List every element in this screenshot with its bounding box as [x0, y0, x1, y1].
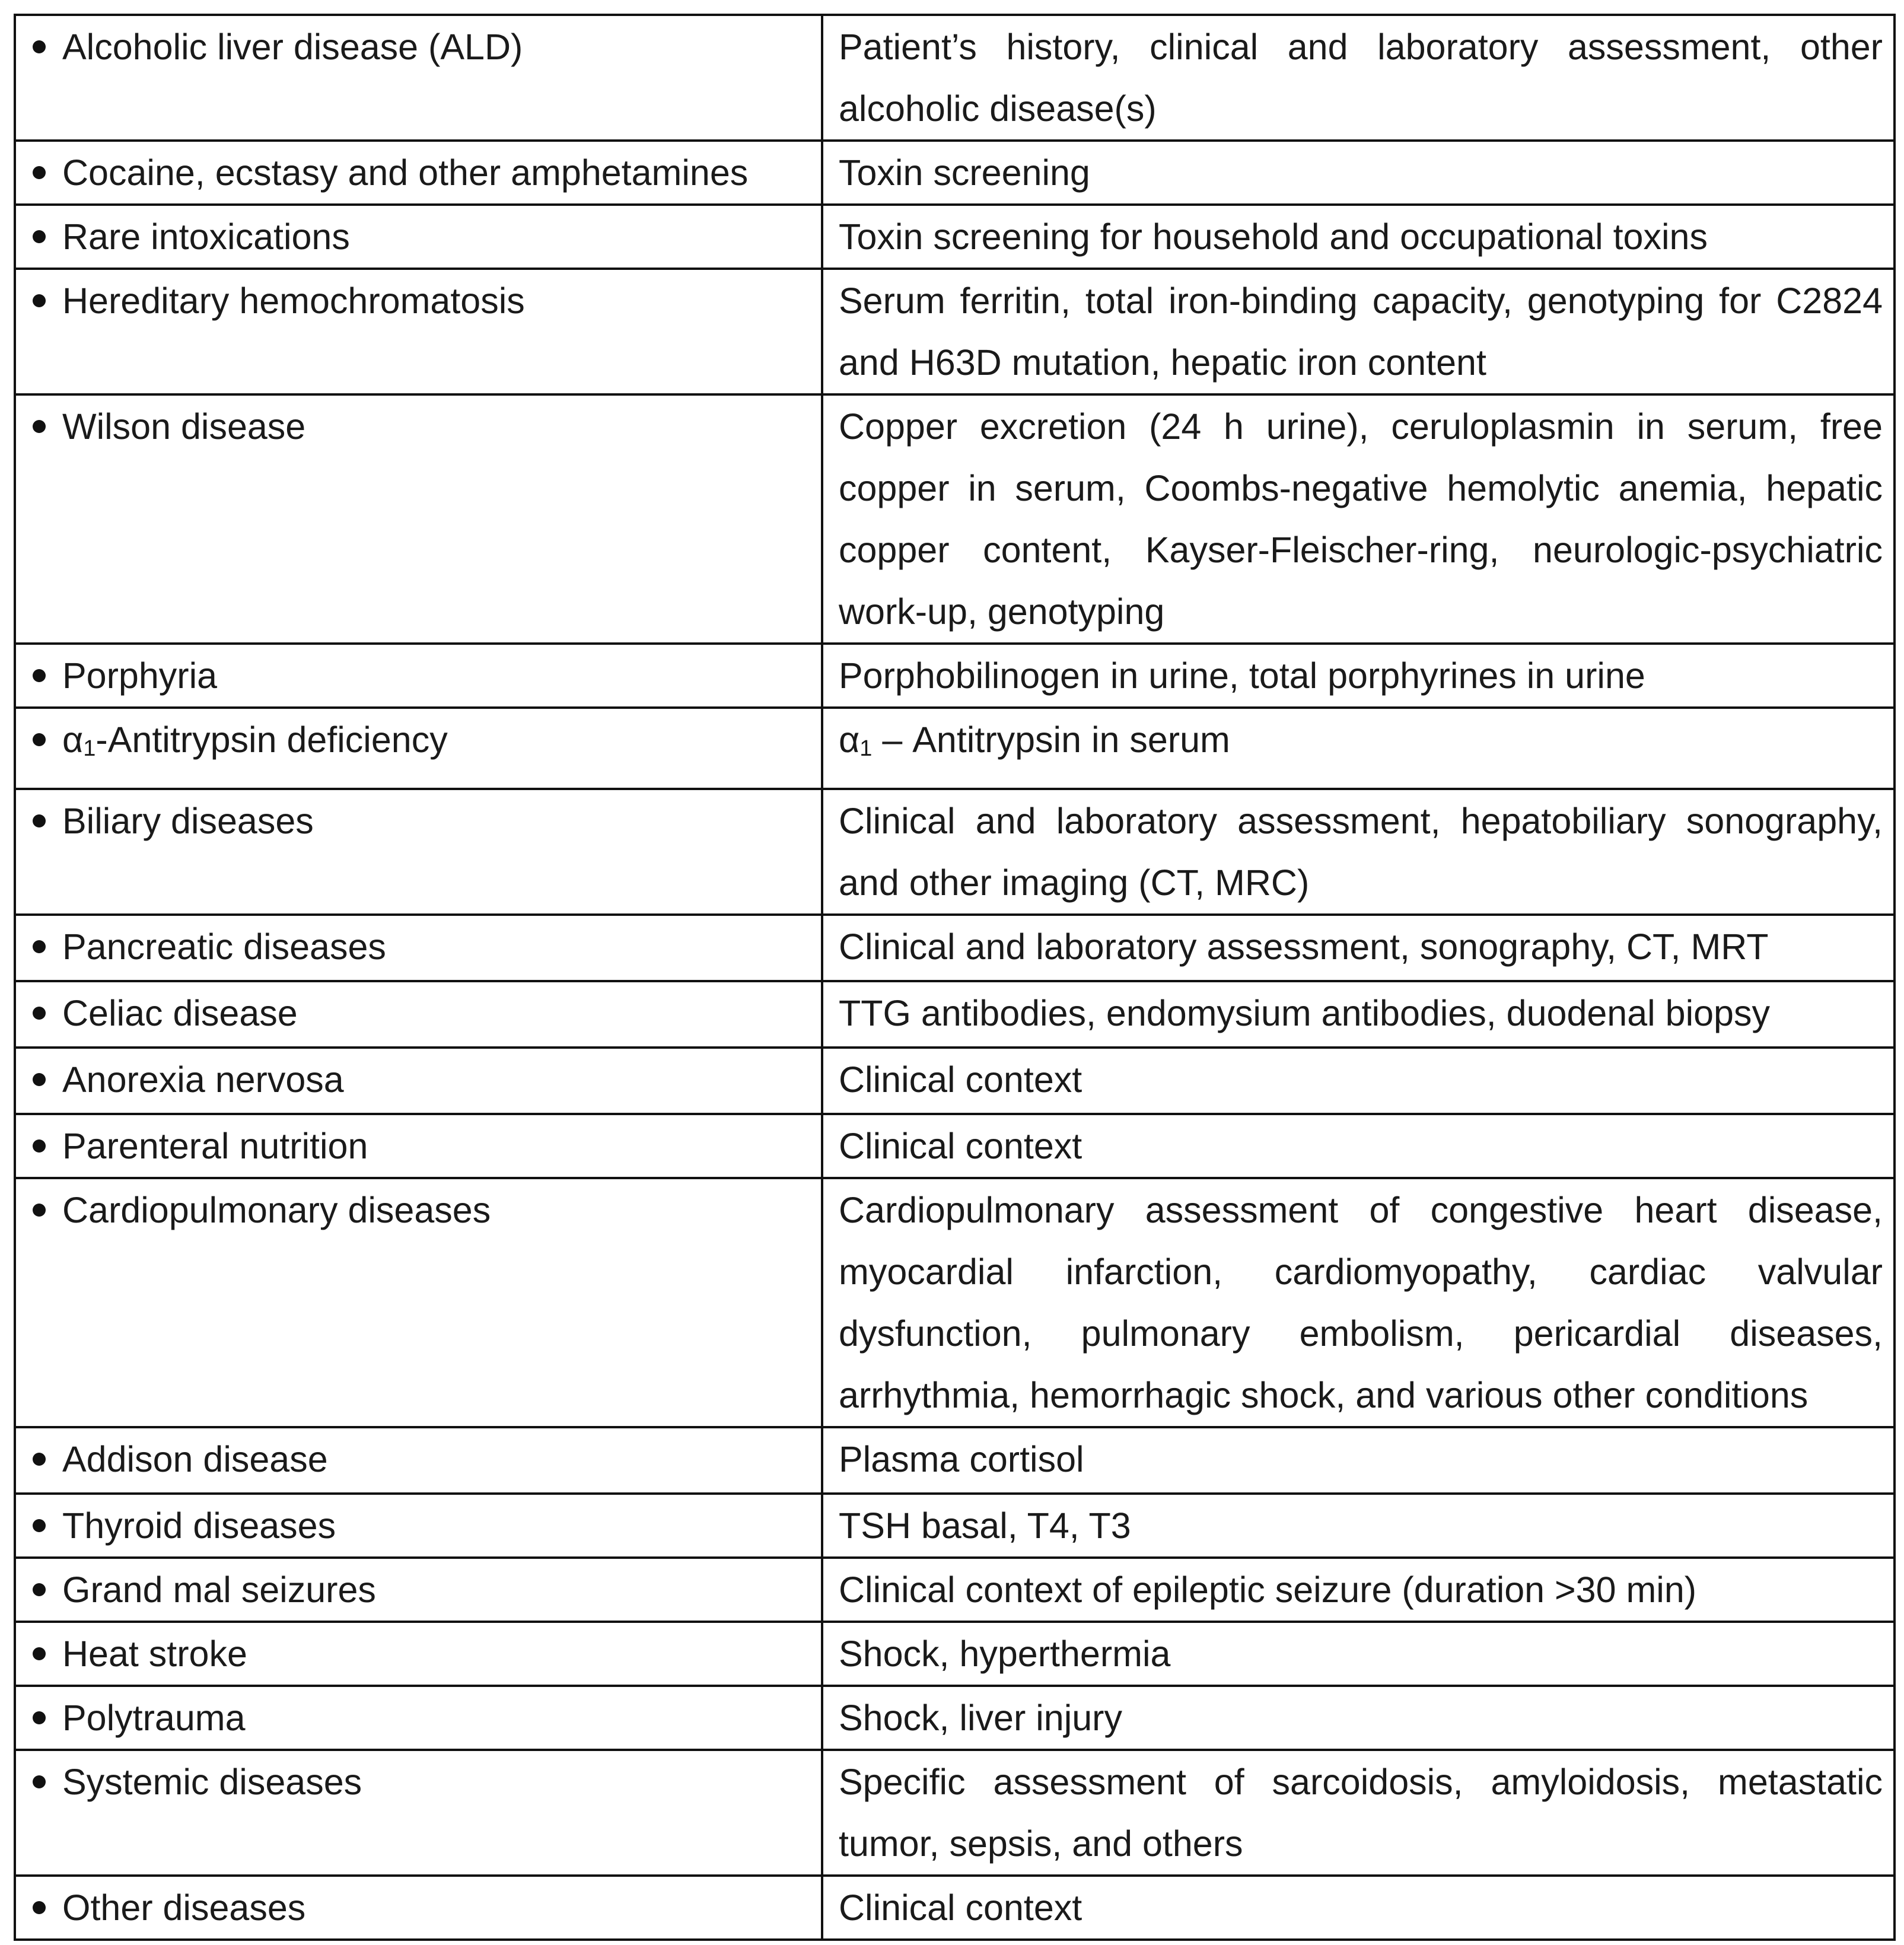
diagnosis-cell	[822, 1876, 1895, 1940]
table-row	[15, 1686, 1895, 1750]
table-row	[15, 1114, 1895, 1178]
diagnosis-text: Clinical context of epileptic seizure (duration >30 min)	[839, 1570, 1697, 1610]
diagnosis-subscript: 1	[859, 736, 873, 761]
conditions-table	[14, 14, 1896, 1941]
condition-cell	[15, 1427, 822, 1494]
condition-text: -Antitrypsin deficiency	[95, 720, 448, 760]
diagnosis-cell	[822, 269, 1895, 394]
table-row	[15, 1622, 1895, 1686]
diagnosis-cell	[822, 1114, 1895, 1178]
condition-cell	[15, 644, 822, 708]
bullet-icon	[33, 940, 46, 953]
diagnosis-text: Porphobilinogen in urine, total porphyrines in urine	[839, 655, 1645, 696]
condition-text: Biliary diseases	[62, 801, 314, 841]
bullet-icon	[33, 1711, 46, 1724]
diagnosis-cell	[822, 141, 1895, 205]
condition-subscript: 1	[83, 736, 96, 761]
condition-text: Other diseases	[62, 1887, 306, 1928]
bullet-icon	[33, 1519, 46, 1532]
condition-text: Heat stroke	[62, 1634, 247, 1674]
condition-text: Systemic diseases	[62, 1762, 362, 1802]
diagnosis-text: TSH basal, T4, T3	[839, 1505, 1131, 1546]
diagnosis-cell	[822, 1494, 1895, 1558]
diagnosis-cell	[822, 1558, 1895, 1622]
bullet-icon	[33, 40, 46, 53]
diagnosis-cell	[822, 644, 1895, 708]
condition-cell	[15, 1494, 822, 1558]
diagnosis-cell	[822, 15, 1895, 141]
diagnosis-symbol: α	[839, 720, 860, 760]
diagnosis-text: TTG antibodies, endomysium antibodies, duodenal biopsy	[839, 993, 1770, 1033]
condition-cell	[15, 915, 822, 981]
table-row	[15, 269, 1895, 394]
condition-cell	[15, 1876, 822, 1940]
condition-cell	[15, 205, 822, 269]
condition-cell	[15, 708, 822, 789]
condition-text: Cocaine, ecstasy and other amphetamines	[62, 152, 749, 193]
diagnosis-text: – Antitrypsin in serum	[872, 720, 1230, 760]
condition-cell	[15, 141, 822, 205]
diagnosis-cell	[822, 1622, 1895, 1686]
condition-text: Thyroid diseases	[62, 1505, 336, 1546]
diagnosis-text: Clinical context	[839, 1887, 1082, 1928]
bullet-icon	[33, 1204, 46, 1217]
table-row	[15, 141, 1895, 205]
diagnosis-text: Clinical context	[839, 1059, 1082, 1100]
bullet-icon	[33, 230, 46, 243]
diagnosis-text: Toxin screening	[839, 152, 1090, 193]
condition-text: Grand mal seizures	[62, 1570, 376, 1610]
bullet-icon	[33, 1775, 46, 1788]
bullet-icon	[33, 1453, 46, 1466]
condition-cell	[15, 15, 822, 141]
diagnosis-cell	[822, 915, 1895, 981]
diagnosis-text: Clinical context	[839, 1126, 1082, 1166]
condition-text: Rare intoxications	[62, 217, 350, 257]
diagnosis-text: Clinical and laboratory assessment, sonography, CT, MRT	[839, 927, 1769, 967]
condition-text: Wilson disease	[62, 406, 306, 447]
table-row	[15, 644, 1895, 708]
condition-cell	[15, 981, 822, 1048]
condition-cell	[15, 789, 822, 915]
condition-text: Addison disease	[62, 1439, 328, 1479]
table-row	[15, 15, 1895, 141]
table-row	[15, 205, 1895, 269]
diagnosis-cell	[822, 708, 1895, 789]
bullet-icon	[33, 420, 46, 433]
table-row	[15, 1558, 1895, 1622]
table-row	[15, 789, 1895, 915]
diagnosis-cell	[822, 789, 1895, 915]
condition-cell	[15, 1114, 822, 1178]
condition-text: Anorexia nervosa	[62, 1059, 344, 1100]
table-row	[15, 1048, 1895, 1114]
condition-text: Parenteral nutrition	[62, 1126, 368, 1166]
condition-text: Porphyria	[62, 655, 218, 696]
table-row	[15, 394, 1895, 644]
condition-text: Alcoholic liver disease (ALD)	[62, 27, 523, 67]
bullet-icon	[33, 1073, 46, 1086]
condition-text: Hereditary hemochromatosis	[62, 281, 525, 321]
condition-text: Celiac disease	[62, 993, 298, 1033]
condition-cell	[15, 1558, 822, 1622]
bullet-icon	[33, 814, 46, 827]
condition-text: Polytrauma	[62, 1698, 246, 1738]
condition-cell	[15, 1178, 822, 1427]
condition-cell	[15, 1622, 822, 1686]
diagnosis-text: Toxin screening for household and occupational toxins	[839, 217, 1708, 257]
diagnosis-text: Patient’s history, clinical and laboratory assessment, other alcoholic disease(s)	[839, 27, 1883, 129]
bullet-icon	[33, 1583, 46, 1596]
diagnosis-cell	[822, 205, 1895, 269]
diagnosis-text: Specific assessment of sarcoidosis, amyloidosis, metastatic tumor, sepsis, and others	[839, 1762, 1883, 1864]
bullet-icon	[33, 669, 46, 682]
diagnosis-cell	[822, 1750, 1895, 1876]
diagnosis-cell	[822, 1686, 1895, 1750]
bullet-icon	[33, 1647, 46, 1660]
condition-cell	[15, 269, 822, 394]
table-row	[15, 1876, 1895, 1940]
table-row	[15, 915, 1895, 981]
condition-symbol: α	[62, 720, 84, 760]
diagnosis-text: Copper excretion (24 h urine), ceruloplasmin in serum, free copper in serum, Coombs-negative hemolytic anemia, hepatic copper content, Kayser-Fleischer-ring, neurologic-psychiatric work-up, genotyping	[839, 406, 1883, 632]
diagnosis-text: Shock, liver injury	[839, 1698, 1122, 1738]
condition-cell	[15, 394, 822, 644]
table-row	[15, 1494, 1895, 1558]
bullet-icon	[33, 1007, 46, 1020]
bullet-icon	[33, 294, 46, 307]
diagnosis-text: Clinical and laboratory assessment, hepatobiliary sonography, and other imaging (CT, MRC)	[839, 801, 1883, 903]
diagnosis-cell	[822, 394, 1895, 644]
diagnosis-text: Shock, hyperthermia	[839, 1634, 1171, 1674]
table-row	[15, 1178, 1895, 1427]
bullet-icon	[33, 733, 46, 746]
bullet-icon	[33, 1139, 46, 1153]
condition-cell	[15, 1750, 822, 1876]
diagnosis-cell	[822, 1427, 1895, 1494]
condition-text: Pancreatic diseases	[62, 927, 386, 967]
diagnosis-text: Serum ferritin, total iron-binding capacity, genotyping for C2824 and H63D mutation, hepatic iron content	[839, 281, 1883, 383]
bullet-icon	[33, 1901, 46, 1914]
condition-cell	[15, 1686, 822, 1750]
table-row	[15, 1750, 1895, 1876]
table-row	[15, 708, 1895, 789]
diagnosis-text: Cardiopulmonary assessment of congestive heart disease, myocardial infarction, cardiomyopathy, cardiac valvular dysfunction, pulmonary embolism, pericardial diseases, arrhythmia, hemorrhagic shock, and various other conditions	[839, 1190, 1883, 1415]
condition-text: Cardiopulmonary diseases	[62, 1190, 491, 1230]
diagnosis-cell	[822, 1178, 1895, 1427]
diagnosis-cell	[822, 981, 1895, 1048]
table-row	[15, 1427, 1895, 1494]
table-row	[15, 981, 1895, 1048]
diagnosis-cell	[822, 1048, 1895, 1114]
bullet-icon	[33, 166, 46, 179]
condition-cell	[15, 1048, 822, 1114]
diagnosis-text: Plasma cortisol	[839, 1439, 1084, 1479]
